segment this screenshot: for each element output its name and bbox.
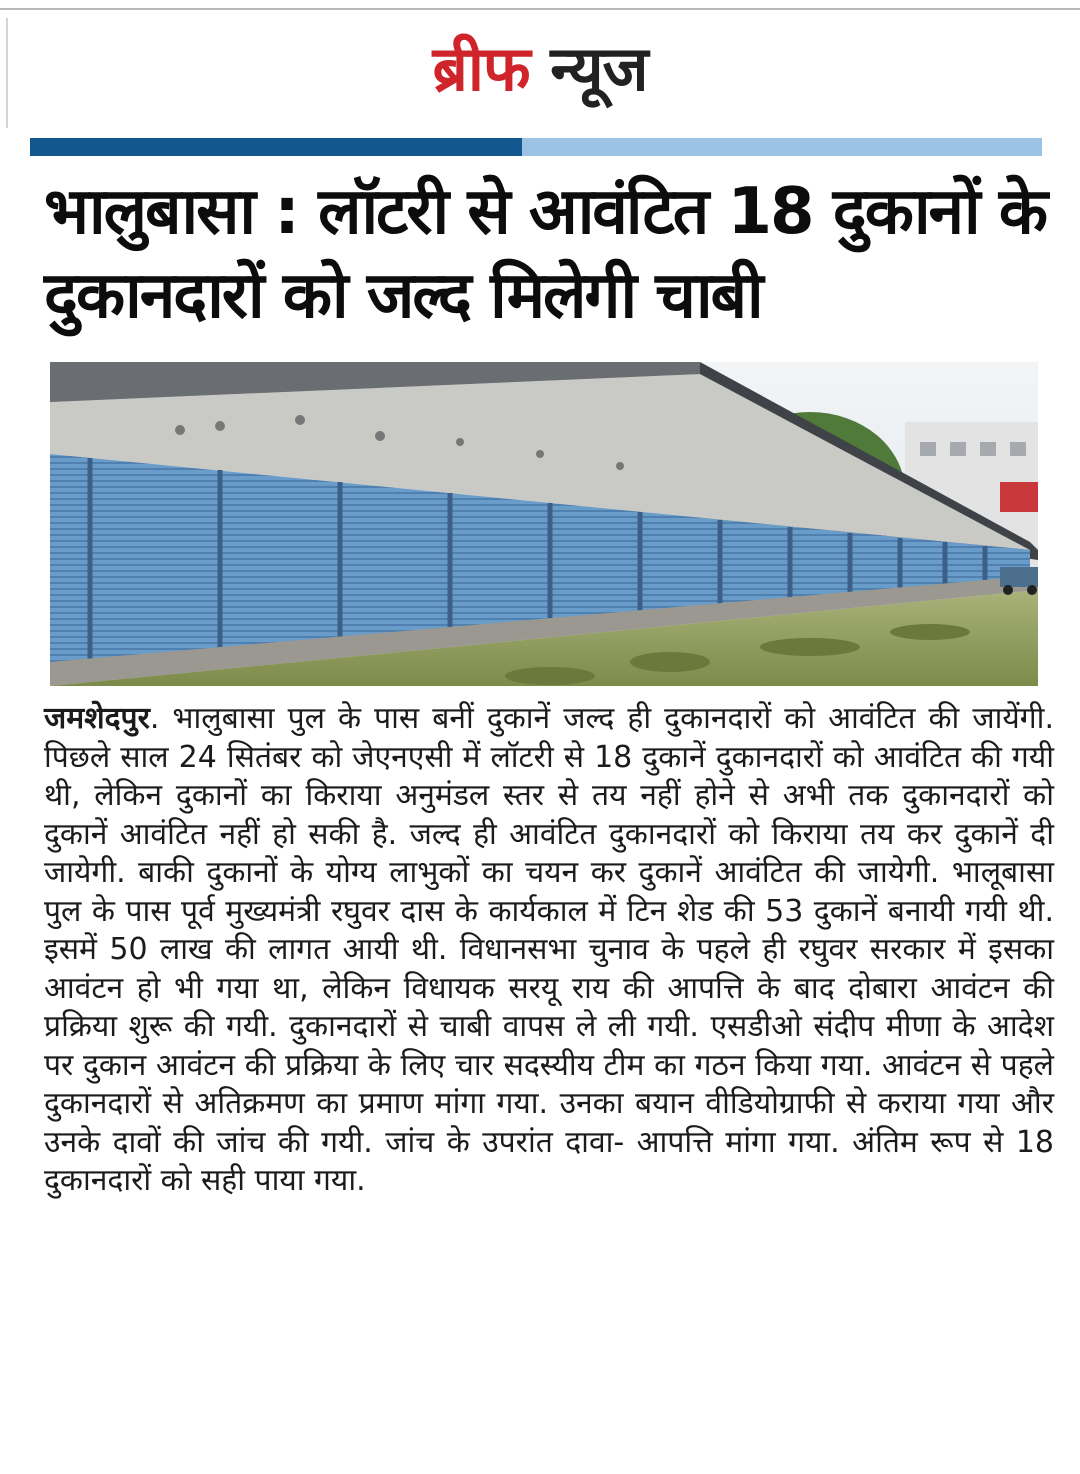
shop-shutters-photo xyxy=(50,362,1038,686)
headline: भालुबासा : लॉटरी से आवंटित 18 दुकानों के दुकानदारों को जल्द मिलेगी चाबी xyxy=(44,175,1047,333)
section-band-light xyxy=(522,138,1042,156)
top-rule xyxy=(0,8,1080,10)
article-text: . भालुबासा पुल के पास बनीं दुकानें जल्द ही दुकानदारों को आवंटित की जायेंगी. पिछले साल 24 सितंबर को जेएनएसी में लॉटरी से 18 दुकानें दुकानदारों को आवंटित की गयी थी, लेकिन दुकानों का किराया अनुमंडल स्तर से तय नहीं होने से अभी तक दुकानदारों को दुकानें आवंटित नहीं हो सकी है. जल्द ही आवंटित दुकानदारों को किराया तय कर दुकानें दी जायेगी. बाकी दुकानों के योग्य लाभुकों का चयन कर दुकानें आवंटित की जायेगी. भालूबासा पुल के पास पूर्व मुख्यमंत्री रघुवर दास के कार्यकाल में टिन शेड की 53 दुकानें बनायी गयी थी. इसमें 50 लाख की लागत आयी थी. विधानसभा चुनाव के पहले ही रघुवर सरकार में इसका आवंटन हो भी गया था, लेकिन विधायक सरयू राय की आपत्ति के बाद दोबारा आवंटन की प्रक्रिया शुरू की गयी. दुकानदारों से चाबी वापस ले ली गयी. एसडीओ संदीप मीणा के आदेश पर दुकान आवंटन की प्रक्रिया के लिए चार सदस्यीय टीम का गठन किया गया. आवंटन से पहले दुकानदारों से अतिक्रमण का प्रमाण मांगा गया. उनका बयान वीडियोग्राफी से कराया गया और उनके दावों की जांच की गयी. जांच के उपरांत दावा- आपत्ति मांगा गया. अंतिम रूप से 18 दुकानदारों को सही पाया गया. xyxy=(44,701,1054,1198)
article-body xyxy=(44,700,1054,1201)
section-heading-word-2: न्यूज xyxy=(550,32,648,105)
section-heading xyxy=(0,32,1080,105)
dateline: जमशेदपुर xyxy=(44,701,150,736)
section-heading-word-1: ब्रीफ xyxy=(432,32,530,105)
section-band-dark xyxy=(30,138,522,156)
